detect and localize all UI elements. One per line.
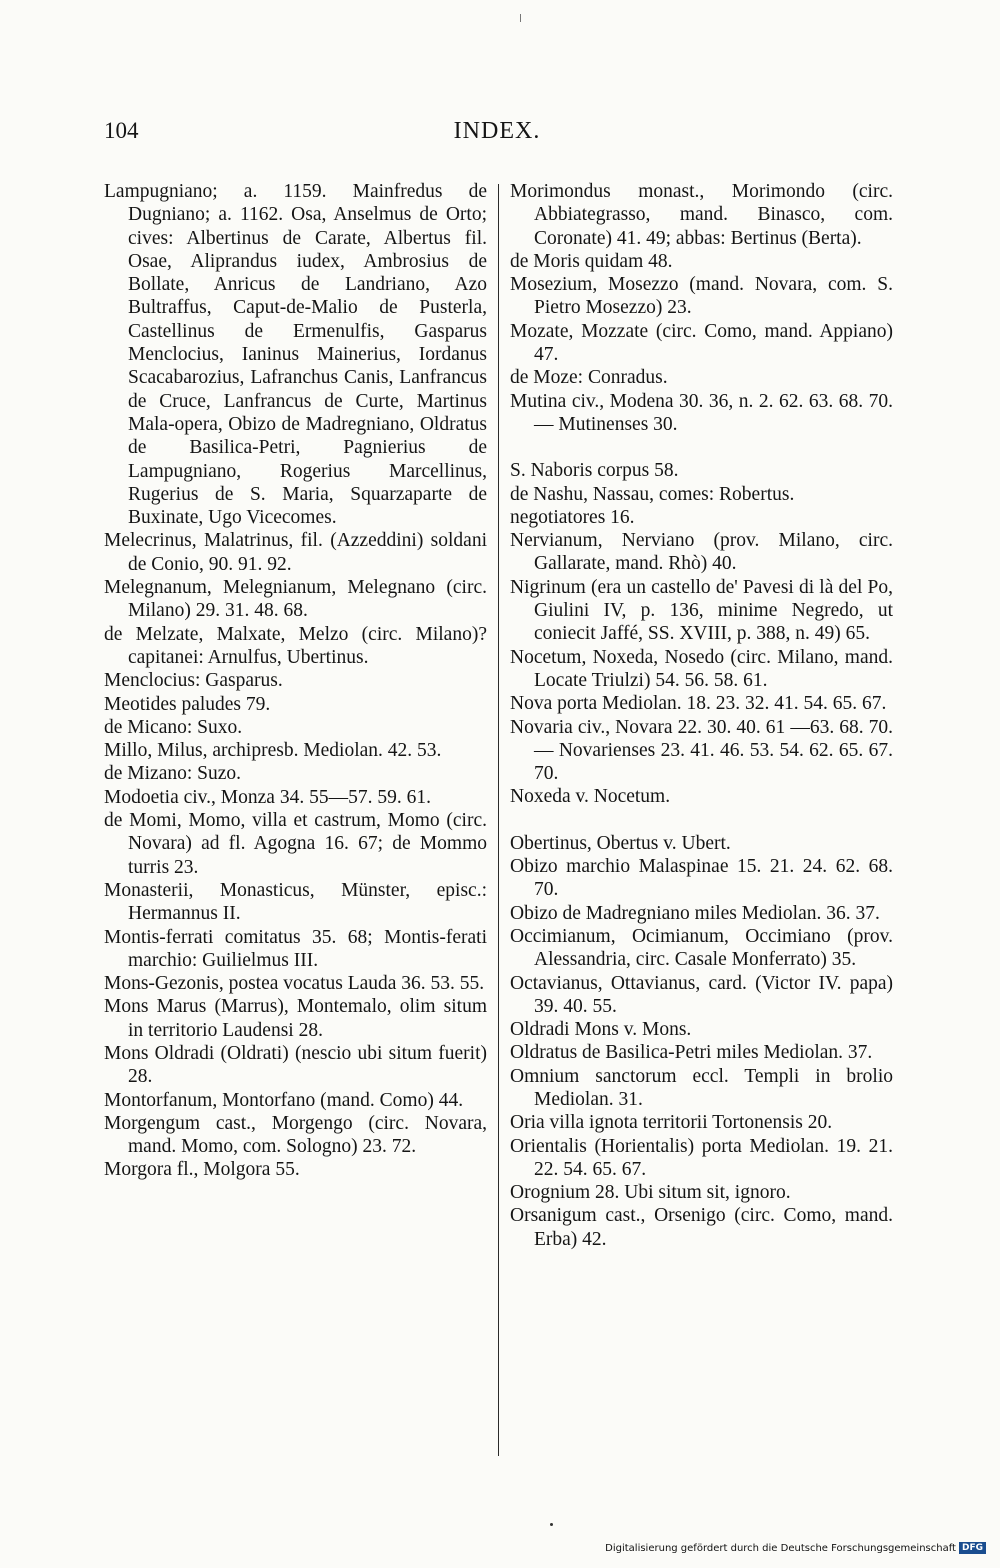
index-entry: de Moris quidam 48.	[510, 250, 673, 272]
index-entry: Menclocius: Gasparus.	[104, 670, 283, 692]
index-entry: Octavianus, Ottavianus, card. (Victor IV. papa) 39. 40. 55.	[510, 972, 893, 1017]
page-title: INDEX.	[453, 118, 541, 144]
index-entry: de Nashu, Nassau, comes: Robertus.	[510, 483, 795, 505]
index-entry: Nervianum, Nerviano (prov. Milano, circ. Gallarate, mand. Rhò) 40.	[510, 530, 893, 575]
index-entry: de Melzate, Malxate, Melzo (circ. Milano)? capitanei: Arnulfus, Ubertinus.	[104, 623, 487, 668]
index-entry: Orsanigum cast., Orsenigo (circ. Como, mand. Erba) 42.	[510, 1205, 893, 1250]
index-entry: de Mizano: Suzo.	[104, 763, 242, 785]
index-entry: Millo, Milus, archipresb. Mediolan. 42. 53.	[104, 740, 442, 762]
index-entry: Mons Marus (Marrus), Montemalo, olim situm in territorio Laudensi 28.	[104, 996, 487, 1041]
index-entry: Montorfanum, Montorfano (mand. Como) 44.	[104, 1089, 464, 1111]
index-entry: de Moze: Conradus.	[510, 367, 668, 389]
index-entry: de Micano: Suxo.	[104, 716, 243, 738]
index-entry: Novaria civ., Novara 22. 30. 40. 61 —63. 68. 70. — Novarienses 23. 41. 46. 53. 54. 62. 65. 67. 70.	[510, 716, 893, 785]
index-entry: Orientalis (Horientalis) porta Mediolan. 19. 21. 22. 54. 65. 67.	[510, 1135, 893, 1180]
index-entry: Mons-Gezonis, postea vocatus Lauda 36. 53. 55.	[104, 973, 485, 995]
index-entry: Oria villa ignota territorii Tortonensis 20.	[510, 1112, 833, 1134]
index-entry: S. Naboris corpus 58.	[510, 460, 679, 482]
index-entry: Mosezium, Mosezzo (mand. Novara, com. S. Pietro Mosezzo) 23.	[510, 274, 893, 319]
page-number: 104	[104, 118, 139, 143]
column-divider	[498, 184, 499, 1456]
index-column-right	[510, 180, 893, 1251]
index-entry: Obertinus, Obertus v. Ubert.	[510, 832, 731, 854]
index-entry: Mozate, Mozzate (circ. Como, mand. Appiano) 47.	[510, 320, 893, 366]
index-entry: Mutina civ., Modena 30. 36, n. 2. 62. 63. 68. 70. — Mutinenses 30.	[510, 390, 893, 435]
index-entry: Morimondus monast., Morimondo (circ. Abbiategrasso, mand. Binasco, com. Coronate) 41. 49; abbas: Bertinus (Berta).	[510, 181, 893, 249]
index-entry: Lampugniano; a. 1159. Mainfredus de Dugniano; a. 1162. Osa, Anselmus de Orto; cives: Albertinus de Carate, Albertus fil. Osae, Aliprandus iudex, Ambrosius de Bollate, Anricus de Landriano, Azo Bultraffus, Caput-de-Malio de Pusterla, Castellinus de Ermenulfis, Gasparus Menclocius, Ianinus Mainerius, Iordanus Scacabarozius, Lafranchus Canis, Lanfrancus de Cruce, Lanfrancus de Curte, Martinus Mala-opera, Obizo de Madregniano, Oldratus de Basilica-Petri, Pagnierius de Lampugniano, Rogerius Marcellinus, Rugerius de S. Maria, Squarzaparte de Buxinate, Ugo Vicecomes.	[104, 181, 487, 529]
index-entry: Omnium sanctorum eccl. Templi in brolio Mediolan. 31.	[510, 1065, 893, 1110]
index-entry: Noxeda v. Nocetum.	[510, 786, 671, 808]
dfg-logo: DFG	[959, 1542, 986, 1554]
printer-mark	[550, 1523, 553, 1526]
footer-text: Digitalisierung gefördert durch die Deutsche Forschungsgemeinschaft	[605, 1542, 956, 1554]
section-gap	[510, 436, 893, 459]
page-header	[104, 118, 890, 152]
index-entry: Melegnanum, Melegnianum, Melegnano (circ. Milano) 29. 31. 48. 68.	[104, 577, 487, 622]
index-entry: Obizo de Madregniano miles Mediolan. 36. 37.	[510, 902, 880, 924]
index-entry: Meotides paludes 79.	[104, 693, 271, 715]
index-entry: Orognium 28. Ubi situm sit, ignoro.	[510, 1182, 791, 1204]
index-entry: Monasterii, Monasticus, Münster, episc.: Hermannus II.	[104, 879, 487, 925]
index-entry: Oldratus de Basilica-Petri miles Mediolan. 37.	[510, 1042, 873, 1064]
index-entry: de Momi, Momo, villa et castrum, Momo (circ. Novara) ad fl. Agogna 16. 67; de Mommo turris 23.	[104, 810, 487, 878]
index-entry: Melecrinus, Malatrinus, fil. (Azzeddini) soldani de Conio, 90. 91. 92.	[104, 530, 487, 575]
index-entry: Oldradi Mons v. Mons.	[510, 1019, 692, 1041]
index-entry: Montis-ferrati comitatus 35. 68; Montis-ferati marchio: Guilielmus III.	[104, 926, 487, 971]
section-gap	[510, 809, 893, 832]
index-column-left	[104, 180, 487, 1182]
index-entry: Morgora fl., Molgora 55.	[104, 1159, 300, 1181]
index-entry: Obizo marchio Malaspinae 15. 21. 24. 62. 68. 70.	[510, 856, 893, 901]
index-entry: Nigrinum (era un castello de' Pavesi di là del Po, Giulini IV, p. 136, minime Negredo, ut coniecit Jaffé, SS. XVIII, p. 388, n. 49) 65.	[510, 576, 893, 645]
index-entry: Occimianum, Ocimianum, Occimiano (prov. Alessandria, circ. Casale Monferrato) 35.	[510, 925, 893, 971]
index-entry: Nocetum, Noxeda, Nosedo (circ. Milano, mand. Locate Triulzi) 54. 56. 58. 61.	[510, 646, 893, 691]
index-entry: negotiatores 16.	[510, 506, 635, 528]
index-entry: Nova porta Mediolan. 18. 23. 32. 41. 54. 65. 67.	[510, 693, 887, 715]
index-entry: Morgengum cast., Morgengo (circ. Novara, mand. Momo, com. Sologno) 23. 72.	[104, 1112, 487, 1158]
index-entry: Mons Oldradi (Oldrati) (nescio ubi situm fuerit) 28.	[104, 1042, 487, 1088]
digitization-footer	[605, 1542, 986, 1554]
scan-mark	[520, 14, 521, 22]
index-entry: Modoetia civ., Monza 34. 55—57. 59. 61.	[104, 786, 431, 808]
